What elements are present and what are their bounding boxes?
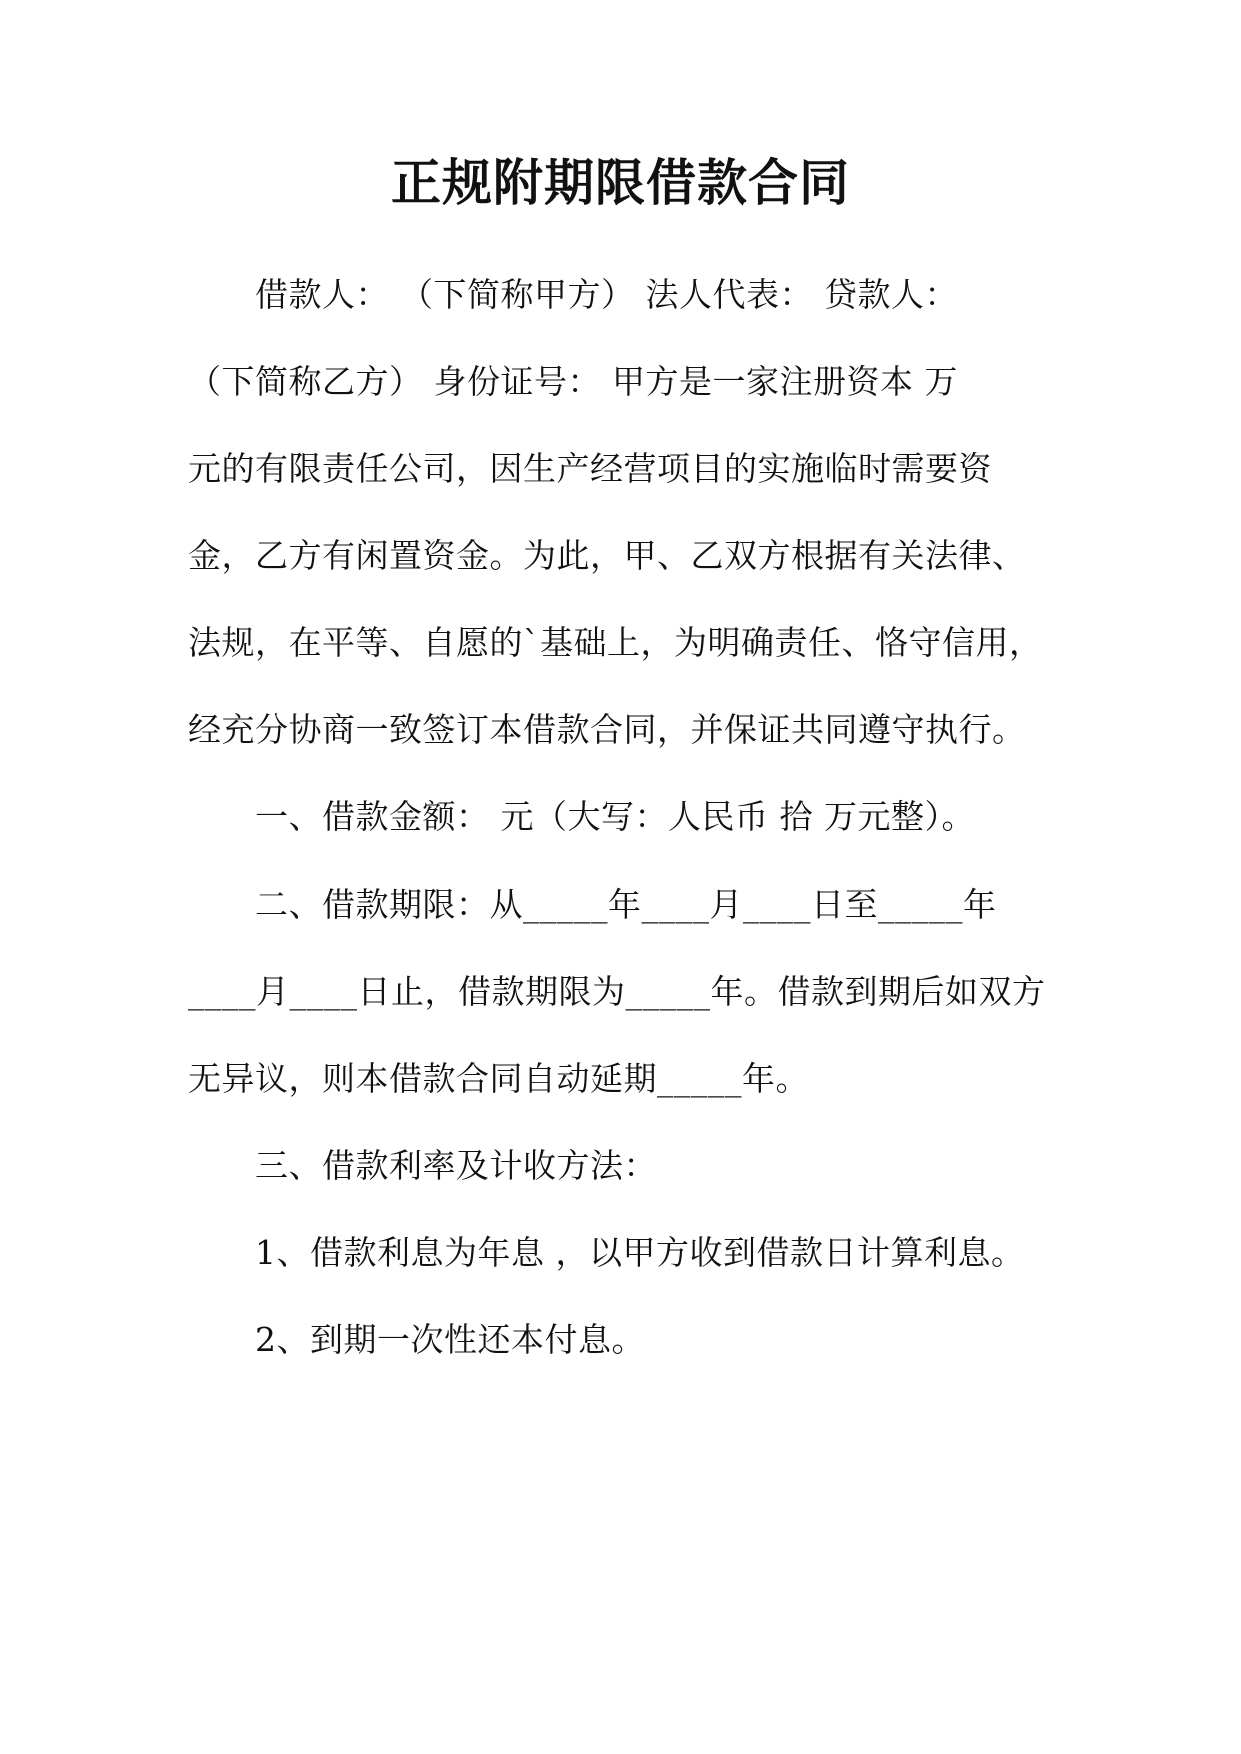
clause-amount: 一、借款金额： 元（大写：人民币 拾 万元整）。: [255, 797, 975, 836]
paragraph-line: （下简称乙方） 身份证号： 甲方是一家注册资本 万: [188, 362, 958, 401]
sub-clause: 2、到期一次性还本付息。: [255, 1320, 645, 1359]
paragraph-line: 法规，在平等、自愿的`基础上，为明确责任、恪守信用，: [188, 623, 1043, 662]
sub-clause: 1、借款利息为年息 ，以甲方收到借款日计算利息。: [255, 1233, 1025, 1272]
paragraph-line: 经充分协商一致签订本借款合同，并保证共同遵守执行。: [188, 710, 1026, 749]
document-title: 正规附期限借款合同: [391, 154, 850, 212]
paragraph-line: 金，乙方有闲置资金。为此，甲、乙双方根据有关法律、: [188, 536, 1026, 575]
paragraph-line: 元的有限责任公司，因生产经营项目的实施临时需要资: [188, 449, 992, 488]
paragraph-line: ____月____日止，借款期限为_____年。借款到期后如双方: [188, 972, 1046, 1011]
paragraph-line: 借款人： （下简称甲方） 法人代表： 贷款人：: [255, 275, 958, 314]
paragraph-line: 无异议，则本借款合同自动延期_____年。: [188, 1059, 809, 1098]
clause-interest: 三、借款利率及计收方法：: [255, 1146, 657, 1185]
clause-term: 二、借款期限：从_____年____月____日至_____年: [255, 885, 997, 924]
